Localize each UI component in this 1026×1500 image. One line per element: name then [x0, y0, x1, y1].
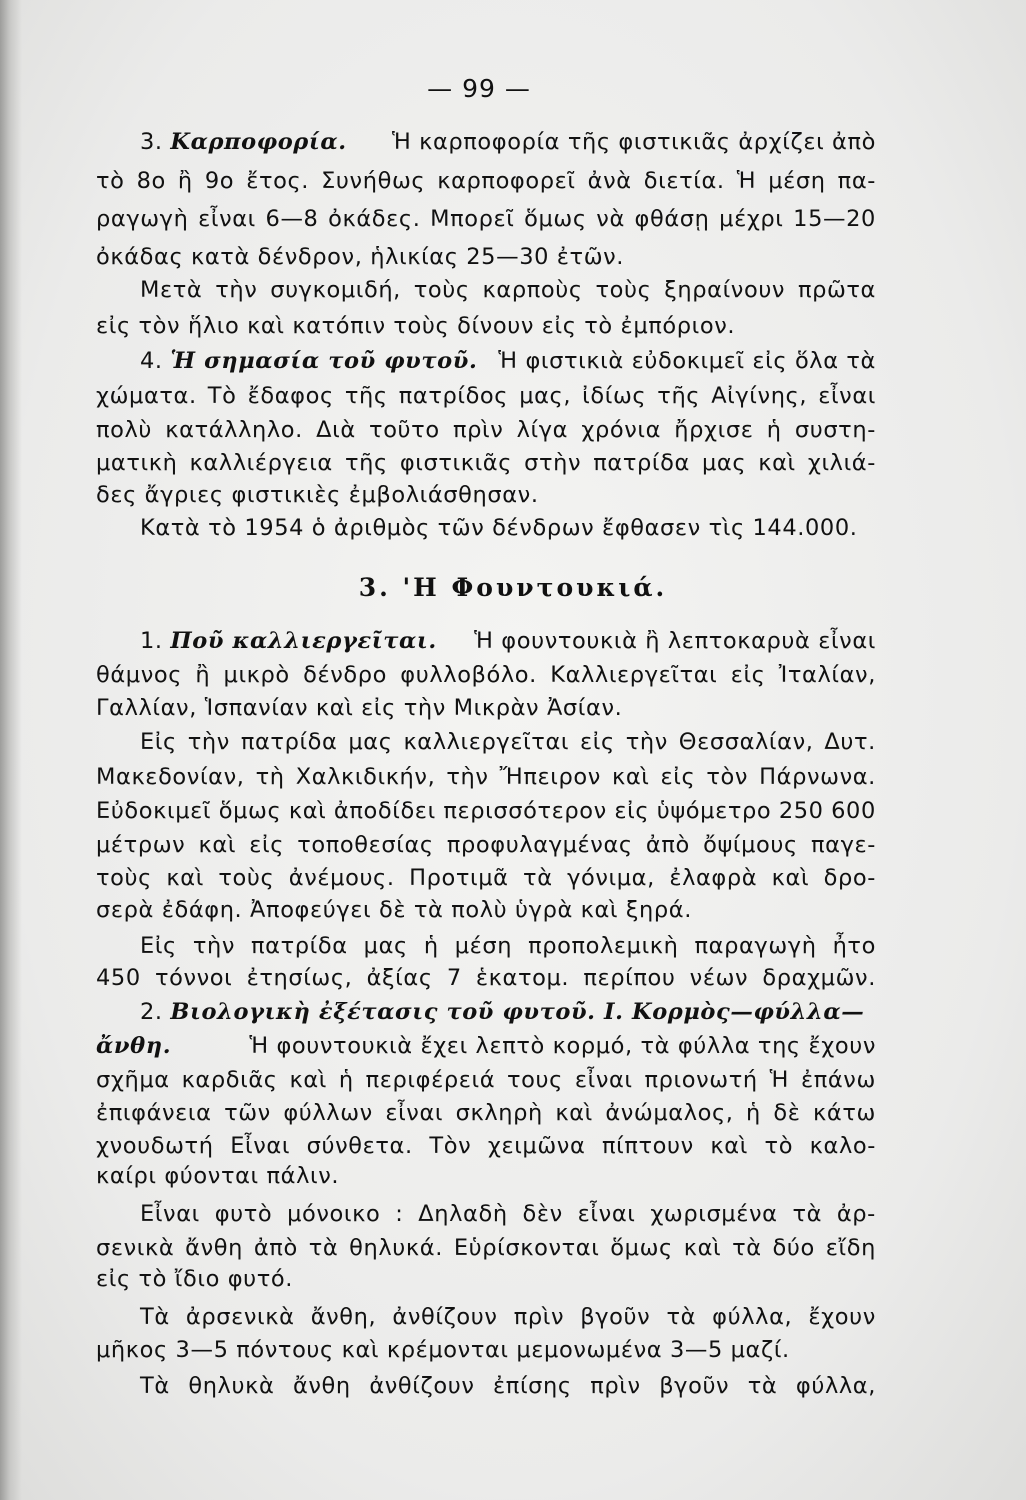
text-line-22: Εἰς τὴν πατρίδα μας ἡ μέση προπολεμικὴ παραγωγὴ ἦτο [140, 933, 876, 959]
text-line-9: πολὺ κατάλληλο. Διὰ τοῦτο πρὶν λίγα χρόνια ἤρχισε ἡ συστη- [96, 417, 876, 443]
text-line-35: Τὰ θηλυκὰ ἄνθη ἀνθίζουν ἐπίσης πρὶν βγοῦν τὰ φύλλα, [140, 1373, 876, 1399]
text-line-19: μέτρων καὶ εἰς τοποθεσίας προφυλαγμένας ἀπὸ ὄψίμους παγε- [96, 832, 876, 858]
text-line-7: 4. Ἡ σημασία τοῦ φυτοῦ. Ἡ φιστικιὰ εὐδοκιμεῖ εἰς ὅλα τὰ [140, 348, 876, 374]
text-line-27: ἐπιφάνεια τῶν φύλλων εἶναι σκληρὴ καὶ ἀνώμαλος, ἡ δὲ κάτω [96, 1100, 876, 1126]
text-line-17: Μακεδονίαν, τὴ Χαλκιδικήν, τὴν Ἤπειρον καὶ εἰς τὸν Πάρνωνα. [96, 764, 876, 790]
text-line-13: 1. Ποῦ καλλιεργεῖται. Ἡ φουντουκιὰ ἢ λεπτοκαρυὰ εἶναι [140, 628, 876, 654]
text-line-33: Τὰ ἀρσενικὰ ἄνθη, ἀνθίζουν πρὶν βγοῦν τὰ φύλλα, ἔχουν [140, 1304, 876, 1330]
text-line-25: ἄνθη. Ἡ φουντουκιὰ ἔχει λεπτὸ κορμό, τὰ φύλλα της ἔχουν [96, 1033, 876, 1059]
text-line-8: χώματα. Τὸ ἔδαφος τῆς πατρίδος μας, ἰδίως τῆς Αἰγίνης, εἶναι [96, 383, 876, 409]
text-line-23: 450 τόννοι ἐτησίως, ἀξίας 7 ἑκατομ. περίπου νέων δραχμῶν. [96, 965, 876, 991]
text-line-31: σενικὰ ἄνθη ἀπὸ τὰ θηλυκά. Εὑρίσκονται ὅμως καὶ τὰ δύο εἴδη [96, 1235, 876, 1261]
text-line-34: μῆκος 3—5 πόντους καὶ κρέμονται μεμονωμένα 3—5 μαζί. [96, 1337, 790, 1363]
text-line-5: Μετὰ τὴν συγκομιδή, τοὺς καρποὺς τοὺς ξηραίνουν πρῶτα [140, 277, 876, 303]
text-line-26: σχῆμα καρδιᾶς καὶ ἡ περιφέρειά τους εἶναι πριονωτή Ἡ ἐπάνω [96, 1067, 876, 1093]
text-line-12: Κατὰ τὸ 1954 ὁ ἀριθμὸς τῶν δένδρων ἔφθασεν τὶς 144.000. [140, 515, 858, 541]
text-line-21: σερὰ ἐδάφη. Ἀποφεύγει δὲ τὰ πολὺ ὑγρὰ καὶ ξηρά. [96, 897, 692, 923]
page-edge-shadow [0, 0, 22, 1500]
text-line-20: τοὺς καὶ τοὺς ἀνέμους. Προτιμᾶ τὰ γόνιμα, ἐλαφρὰ καὶ δρο- [96, 865, 876, 891]
text-line-4: ὀκάδας κατὰ δένδρον, ἡλικίας 25—30 ἐτῶν. [96, 244, 625, 270]
text-line-16: Εἰς τὴν πατρίδα μας καλλιεργεῖται εἰς τὴν Θεσσαλίαν, Δυτ. [140, 729, 876, 755]
text-line-30: Εἶναι φυτὸ μόνοικο : Δηλαδὴ δὲν εἶναι χωρισμένα τὰ ἀρ- [140, 1201, 876, 1227]
text-line-1: 3. Καρποφορία. Ἡ καρποφορία τῆς φιστικιᾶς ἀρχίζει ἀπὸ [140, 129, 876, 155]
text-line-28: χνουδωτή Εἶναι σύνθετα. Τὸν χειμῶνα πίπτουν καὶ τὸ καλο- [96, 1133, 876, 1159]
text-line-32: εἰς τὸ ἴδιο φυτό. [96, 1266, 294, 1292]
text-line-29: καίρι φύονται πάλιν. [96, 1163, 340, 1189]
text-line-15: Γαλλίαν, Ἱσπανίαν καὶ εἰς τὴν Μικρὰν Ἀσίαν. [96, 695, 623, 721]
text-line-18: Εὐδοκιμεῖ ὅμως καὶ ἀποδίδει περισσότερον εἰς ὑψόμετρο 250 600 [96, 798, 876, 824]
section-title: 3. 'Η Φουντουκιά. [358, 573, 668, 602]
text-line-10: ματικὴ καλλιέργεια τῆς φιστικιᾶς στὴν πατρίδα μας καὶ χιλιά- [96, 450, 876, 476]
text-line-24: 2. Βιολογικὴ ἐξέτασις τοῦ φυτοῦ. Ι. Κορμὸς—φύλλα— [140, 999, 865, 1025]
page-number: — 99 — [427, 74, 531, 103]
text-line-2: τὸ 8ο ἢ 9ο ἔτος. Συνήθως καρποφορεῖ ἀνὰ διετία. Ἡ μέση πα- [96, 168, 876, 194]
text-line-6: εἰς τὸν ἥλιο καὶ κατόπιν τοὺς δίνουν εἰς τὸ ἐμπόριον. [96, 313, 736, 339]
text-line-3: ραγωγὴ εἶναι 6—8 ὀκάδες. Μπορεῖ ὅμως νὰ φθάσῃ μέχρι 15—20 [96, 206, 876, 232]
text-line-11: δες ἄγριες φιστικιὲς ἐμβολιάσθησαν. [96, 482, 539, 508]
text-line-14: θάμνος ἢ μικρὸ δένδρο φυλλοβόλο. Καλλιεργεῖται εἰς Ἰταλίαν, [96, 662, 876, 688]
